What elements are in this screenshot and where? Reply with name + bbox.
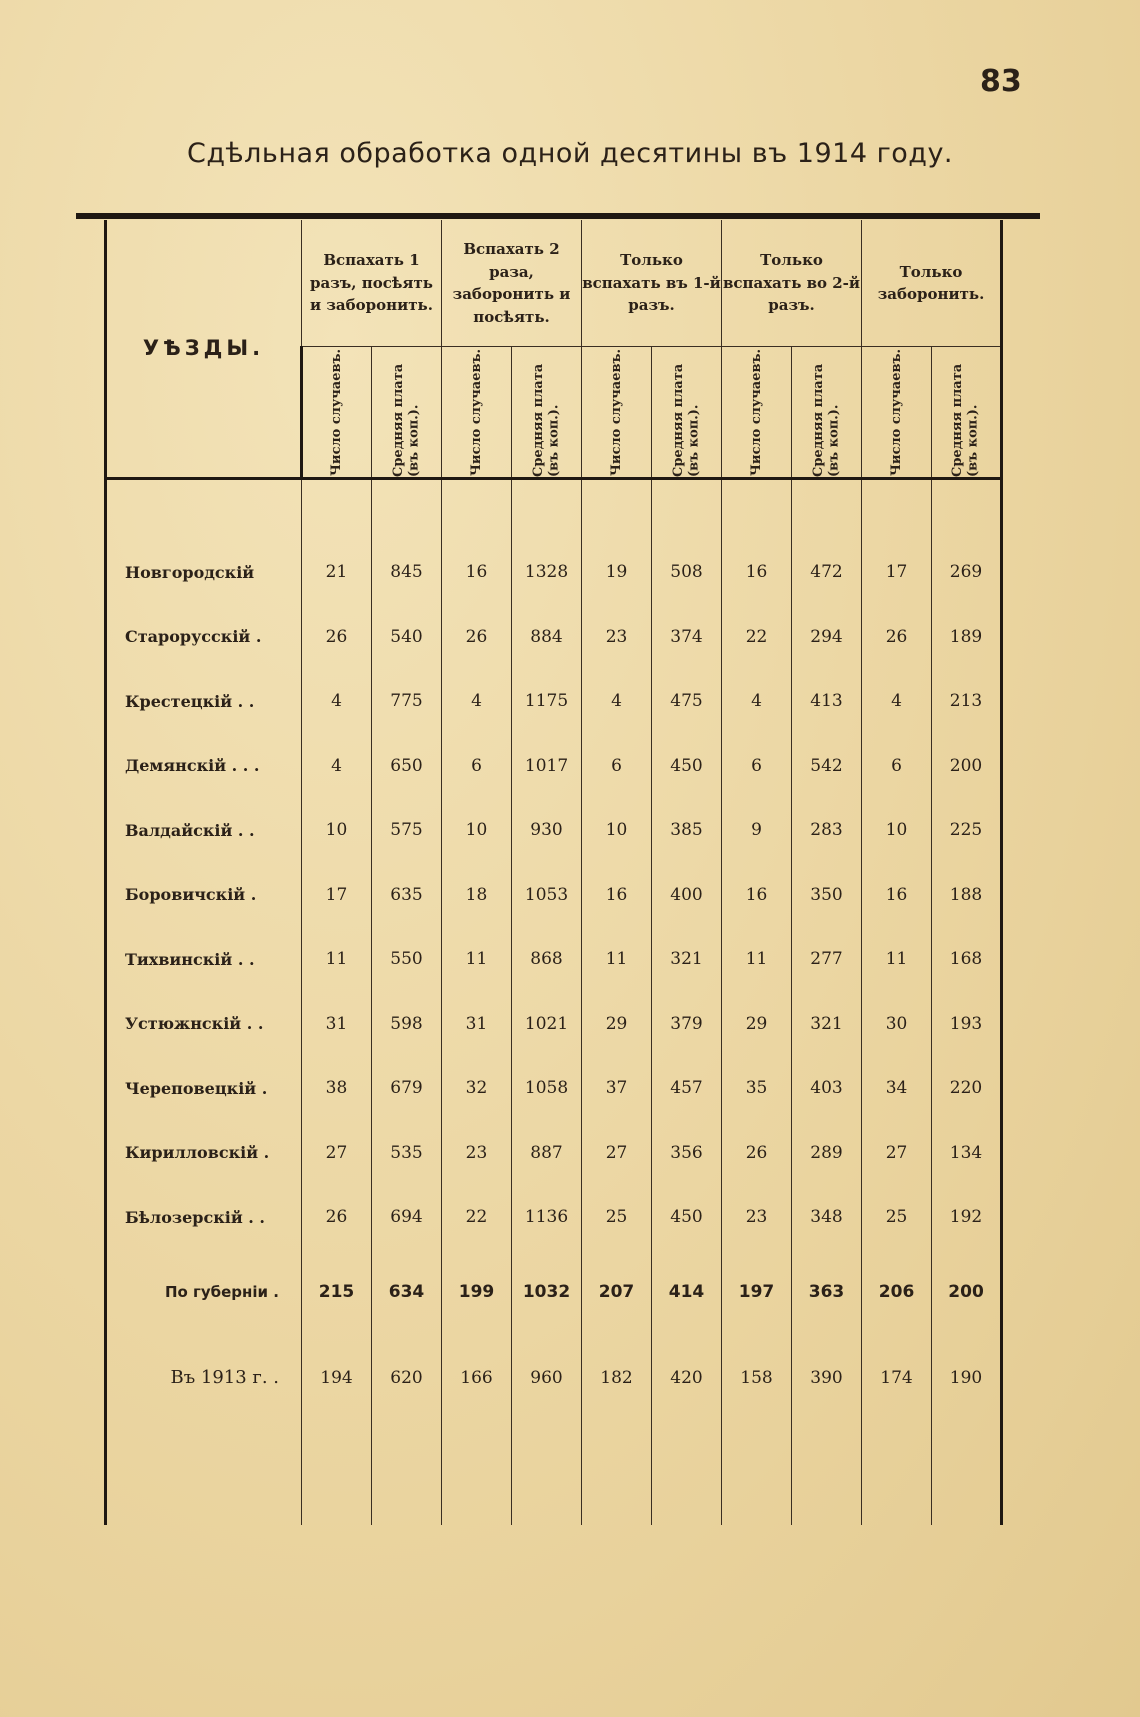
- cell-count: 31: [442, 992, 512, 1057]
- cell-pay: 845: [372, 540, 442, 605]
- cell-pay: 134: [932, 1121, 1002, 1186]
- cell-count: 10: [442, 798, 512, 863]
- cell-pay: 374: [652, 605, 722, 670]
- table-row: [106, 669, 1002, 734]
- cell-count: 10: [302, 798, 372, 863]
- cell-count: 158: [722, 1334, 792, 1422]
- cell-pay: 775: [372, 669, 442, 734]
- cell-pay: 542: [792, 734, 862, 799]
- cell-count: 26: [722, 1121, 792, 1186]
- cell-count: 18: [442, 863, 512, 928]
- district-name: Тихвинскій . .: [106, 927, 302, 992]
- cell-count: 26: [442, 605, 512, 670]
- cell-count: 6: [442, 734, 512, 799]
- cell-pay: 168: [932, 927, 1002, 992]
- district-name: По губерніи .: [106, 1250, 302, 1334]
- cell-pay: 192: [932, 1185, 1002, 1250]
- cell-pay: 1053: [512, 863, 582, 928]
- cell-pay: 188: [932, 863, 1002, 928]
- cell-pay: 403: [792, 1056, 862, 1121]
- subheader-pay: Средняя плата (въ коп.).: [652, 347, 722, 479]
- district-name: Старорусскій .: [106, 605, 302, 670]
- cell-count: 4: [442, 669, 512, 734]
- cell-pay: 413: [792, 669, 862, 734]
- cell-pay: 620: [372, 1334, 442, 1422]
- cell-pay: 694: [372, 1185, 442, 1250]
- cell-count: 6: [862, 734, 932, 799]
- cell-pay: 1175: [512, 669, 582, 734]
- cell-count: 4: [722, 669, 792, 734]
- cell-count: 17: [302, 863, 372, 928]
- cell-count: 197: [722, 1250, 792, 1334]
- cell-count: 16: [722, 863, 792, 928]
- cell-count: 27: [862, 1121, 932, 1186]
- cell-pay: 1021: [512, 992, 582, 1057]
- district-name: Демянскій . . .: [106, 734, 302, 799]
- cell-count: 22: [722, 605, 792, 670]
- cell-pay: 1017: [512, 734, 582, 799]
- cell-count: 207: [582, 1250, 652, 1334]
- cell-pay: 348: [792, 1185, 862, 1250]
- table-row: [106, 1185, 1002, 1250]
- cell-pay: 193: [932, 992, 1002, 1057]
- cell-pay: 390: [792, 1334, 862, 1422]
- cell-count: 4: [302, 734, 372, 799]
- cell-count: 32: [442, 1056, 512, 1121]
- cell-count: 16: [582, 863, 652, 928]
- cell-count: 31: [302, 992, 372, 1057]
- cell-count: 182: [582, 1334, 652, 1422]
- cell-pay: 472: [792, 540, 862, 605]
- cell-count: 10: [862, 798, 932, 863]
- cell-count: 26: [862, 605, 932, 670]
- subheader-count: Число случаевъ.: [302, 347, 372, 479]
- cell-pay: 575: [372, 798, 442, 863]
- table-row: [106, 798, 1002, 863]
- table-row: [106, 927, 1002, 992]
- cell-count: 215: [302, 1250, 372, 1334]
- cell-pay: 189: [932, 605, 1002, 670]
- table-row: [106, 540, 1002, 605]
- district-name: Въ 1913 г. .: [106, 1334, 302, 1422]
- cell-pay: 321: [792, 992, 862, 1057]
- cell-count: 22: [442, 1185, 512, 1250]
- cell-count: 6: [722, 734, 792, 799]
- table-row: [106, 863, 1002, 928]
- group-header: Вспахать 2 раза, заборонить и посѣять.: [442, 220, 582, 347]
- district-name: Валдайскій . .: [106, 798, 302, 863]
- cell-pay: 960: [512, 1334, 582, 1422]
- row-header: УѢЗДЫ.: [106, 220, 302, 479]
- district-name: Новгородскій: [106, 540, 302, 605]
- subheader-pay: Средняя плата (въ коп.).: [372, 347, 442, 479]
- subheader-pay: Средняя плата (въ коп.).: [512, 347, 582, 479]
- cell-pay: 289: [792, 1121, 862, 1186]
- cell-count: 11: [582, 927, 652, 992]
- district-name: Боровичскій .: [106, 863, 302, 928]
- cell-pay: 598: [372, 992, 442, 1057]
- cell-pay: 321: [652, 927, 722, 992]
- cell-count: 11: [862, 927, 932, 992]
- cell-count: 16: [442, 540, 512, 605]
- cell-count: 27: [302, 1121, 372, 1186]
- group-header: Только вспахать во 2-й разъ.: [722, 220, 862, 347]
- top-rule: [76, 213, 1040, 219]
- cell-count: 6: [582, 734, 652, 799]
- cell-count: 199: [442, 1250, 512, 1334]
- cell-pay: 277: [792, 927, 862, 992]
- cell-count: 166: [442, 1334, 512, 1422]
- subheader-count: Число случаевъ.: [722, 347, 792, 479]
- cell-count: 21: [302, 540, 372, 605]
- cell-count: 25: [862, 1185, 932, 1250]
- district-name: Крестецкій . .: [106, 669, 302, 734]
- cell-count: 30: [862, 992, 932, 1057]
- cell-count: 17: [862, 540, 932, 605]
- cell-count: 194: [302, 1334, 372, 1422]
- cell-count: 34: [862, 1056, 932, 1121]
- cell-count: 16: [722, 540, 792, 605]
- cell-count: 23: [582, 605, 652, 670]
- cell-count: 4: [302, 669, 372, 734]
- district-name: Череповецкій .: [106, 1056, 302, 1121]
- cell-pay: 213: [932, 669, 1002, 734]
- cell-count: 35: [722, 1056, 792, 1121]
- cell-pay: 220: [932, 1056, 1002, 1121]
- cell-pay: 450: [652, 1185, 722, 1250]
- cell-pay: 400: [652, 863, 722, 928]
- cell-pay: 1328: [512, 540, 582, 605]
- cell-pay: 930: [512, 798, 582, 863]
- cell-pay: 650: [372, 734, 442, 799]
- cell-pay: 1032: [512, 1250, 582, 1334]
- cell-count: 29: [722, 992, 792, 1057]
- cell-pay: 1136: [512, 1185, 582, 1250]
- cell-pay: 190: [932, 1334, 1002, 1422]
- cell-pay: 294: [792, 605, 862, 670]
- cell-pay: 540: [372, 605, 442, 670]
- cell-count: 11: [442, 927, 512, 992]
- cell-pay: 1058: [512, 1056, 582, 1121]
- cell-pay: 200: [932, 1250, 1002, 1334]
- group-header: Только заборонить.: [862, 220, 1002, 347]
- group-header: Только вспахать въ 1-й разъ.: [582, 220, 722, 347]
- cell-count: 10: [582, 798, 652, 863]
- district-name: Бѣлозерскій . .: [106, 1185, 302, 1250]
- subheader-count: Число случаевъ.: [582, 347, 652, 479]
- cell-pay: 225: [932, 798, 1002, 863]
- cell-pay: 868: [512, 927, 582, 992]
- cell-count: 206: [862, 1250, 932, 1334]
- subheader-pay: Средняя плата (въ коп.).: [932, 347, 1002, 479]
- subheader-pay: Средняя плата (въ коп.).: [792, 347, 862, 479]
- cell-count: 29: [582, 992, 652, 1057]
- cell-pay: 350: [792, 863, 862, 928]
- table-row: [106, 1121, 1002, 1186]
- cell-pay: 356: [652, 1121, 722, 1186]
- group-header: Вспахать 1 разъ, посѣять и заборонить.: [302, 220, 442, 347]
- page-number: 83: [980, 64, 1022, 99]
- cell-count: 27: [582, 1121, 652, 1186]
- cell-count: 25: [582, 1185, 652, 1250]
- district-name: Кирилловскій .: [106, 1121, 302, 1186]
- table-row: [106, 1056, 1002, 1121]
- cell-pay: 475: [652, 669, 722, 734]
- cell-count: 9: [722, 798, 792, 863]
- cell-pay: 634: [372, 1250, 442, 1334]
- statistics-table: [104, 220, 1003, 1525]
- subheader-count: Число случаевъ.: [862, 347, 932, 479]
- table-row: [106, 992, 1002, 1057]
- cell-count: 16: [862, 863, 932, 928]
- cell-count: 38: [302, 1056, 372, 1121]
- cell-count: 174: [862, 1334, 932, 1422]
- table-row: [106, 605, 1002, 670]
- total-row: [106, 1250, 1002, 1334]
- cell-pay: 550: [372, 927, 442, 992]
- page-title: Сдѣльная обработка одной десятины въ 1914 году.: [186, 138, 954, 169]
- cell-pay: 363: [792, 1250, 862, 1334]
- cell-pay: 450: [652, 734, 722, 799]
- cell-pay: 200: [932, 734, 1002, 799]
- cell-pay: 679: [372, 1056, 442, 1121]
- cell-pay: 884: [512, 605, 582, 670]
- cell-pay: 535: [372, 1121, 442, 1186]
- cell-pay: 508: [652, 540, 722, 605]
- cell-pay: 269: [932, 540, 1002, 605]
- cell-pay: 283: [792, 798, 862, 863]
- cell-pay: 457: [652, 1056, 722, 1121]
- cell-pay: 887: [512, 1121, 582, 1186]
- district-name: Устюжнскій . .: [106, 992, 302, 1057]
- cell-pay: 635: [372, 863, 442, 928]
- cell-pay: 379: [652, 992, 722, 1057]
- cell-count: 4: [862, 669, 932, 734]
- subheader-count: Число случаевъ.: [442, 347, 512, 479]
- cell-pay: 385: [652, 798, 722, 863]
- cell-count: 11: [302, 927, 372, 992]
- cell-count: 23: [442, 1121, 512, 1186]
- previous-year-row: [106, 1334, 1002, 1422]
- cell-count: 19: [582, 540, 652, 605]
- cell-count: 23: [722, 1185, 792, 1250]
- cell-pay: 420: [652, 1334, 722, 1422]
- cell-count: 26: [302, 605, 372, 670]
- cell-count: 26: [302, 1185, 372, 1250]
- cell-count: 4: [582, 669, 652, 734]
- cell-pay: 414: [652, 1250, 722, 1334]
- table-body: [106, 479, 1002, 1526]
- cell-count: 11: [722, 927, 792, 992]
- table-row: [106, 734, 1002, 799]
- cell-count: 37: [582, 1056, 652, 1121]
